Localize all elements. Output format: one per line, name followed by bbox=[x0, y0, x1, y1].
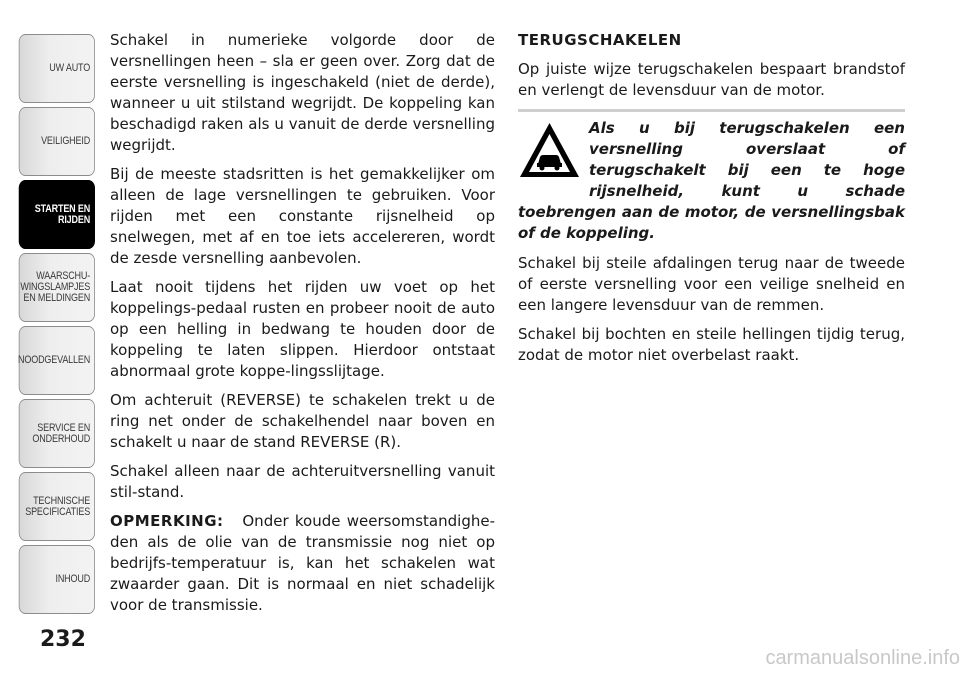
paragraph-reverse-standstill: Schakel alleen naar de achteruitversnelling vanuit stil-stand. bbox=[110, 462, 495, 501]
note-text: Onder koude weersomstandighe-den als de olie van de transmissie nog niet op bedrijfs-temperatuur is, kan het schakelen wat zwaarder gaan. Dit is normaal en niet schadelijk voor de transmissie. bbox=[110, 512, 495, 614]
car-warning-triangle-icon bbox=[518, 120, 581, 180]
left-column bbox=[110, 30, 495, 624]
paragraph-clutch-pedal: Laat nooit tijdens het rijden uw voet op het koppelings-pedaal rusten en probeer nooit de auto op een helling in bedwang te houden door de koppeling te laten slippen. Hierdoor ontstaat abnormaal grote koppe-lingsslijtage. bbox=[110, 278, 495, 380]
page-number: 232 bbox=[40, 627, 86, 652]
watermark: carmanualsonline.info bbox=[765, 647, 960, 669]
paragraph-bends: Schakel bij bochten en steile hellingen tijdig terug, zodat de motor niet overbelast raakt. bbox=[518, 325, 905, 364]
paragraph-city-driving: Bij de meeste stadsritten is het gemakkelijker om alleen de lage versnellingen te gebruiken. Voor rijden met een constante rijsnelheid op snelwegen, met af en toe iets accelereren, wordt de zesde versnelling aanbevolen. bbox=[110, 165, 495, 267]
paragraph-descents: Schakel bij steile afdalingen terug naar de tweede of eerste versnelling voor een veilige snelheid en een langere levensduur van de remmen. bbox=[518, 254, 905, 314]
tab-starten-en-rijden[interactable]: STARTEN EN RIJDEN bbox=[19, 180, 95, 249]
tab-uw-auto[interactable]: UW AUTO bbox=[19, 34, 95, 103]
paragraph-intro: Op juiste wijze terugschakelen bespaart brandstof en verlengt de levensduur van de motor. bbox=[518, 60, 905, 99]
right-column bbox=[518, 30, 905, 374]
warning-text: Als u bij terugschakelen een versnelling overslaat of terugschakelt bij een te hoge rijsnelheid, kunt u schade toebrengen aan de motor, de versnellingsbak of de koppeling. bbox=[518, 119, 905, 242]
note-label: OPMERKING: bbox=[110, 512, 224, 530]
warning-box bbox=[518, 109, 905, 244]
tab-waarschuwingslampjes[interactable]: WAARSCHU- WINGSLAMPJES EN MELDINGEN bbox=[19, 253, 95, 322]
paragraph-reverse: Om achteruit (REVERSE) te schakelen trekt u de ring net onder de schakelhendel naar boven en schakelt u naar de stand REVERSE (R). bbox=[110, 391, 495, 451]
note-paragraph bbox=[110, 511, 495, 616]
tab-service-en-onderhoud[interactable]: SERVICE EN ONDERHOUD bbox=[19, 399, 95, 468]
section-heading: TERUGSCHAKELEN bbox=[518, 31, 682, 49]
tab-technische-specificaties[interactable]: TECHNISCHE SPECIFICATIES bbox=[19, 472, 95, 541]
tab-inhoud[interactable]: INHOUD bbox=[19, 545, 95, 614]
tab-veiligheid[interactable]: VEILIGHEID bbox=[19, 107, 95, 176]
tab-noodgevallen[interactable]: NOODGEVALLEN bbox=[19, 326, 95, 395]
paragraph-shift-order: Schakel in numerieke volgorde door de versnellingen heen – sla er geen over. Zorg dat de eerste versnelling is ingeschakeld (niet de derde), wanneer u uit stilstand wegrijdt. De koppeling kan beschadigd raken als u vanuit de derde versnelling wegrijdt. bbox=[110, 31, 495, 154]
